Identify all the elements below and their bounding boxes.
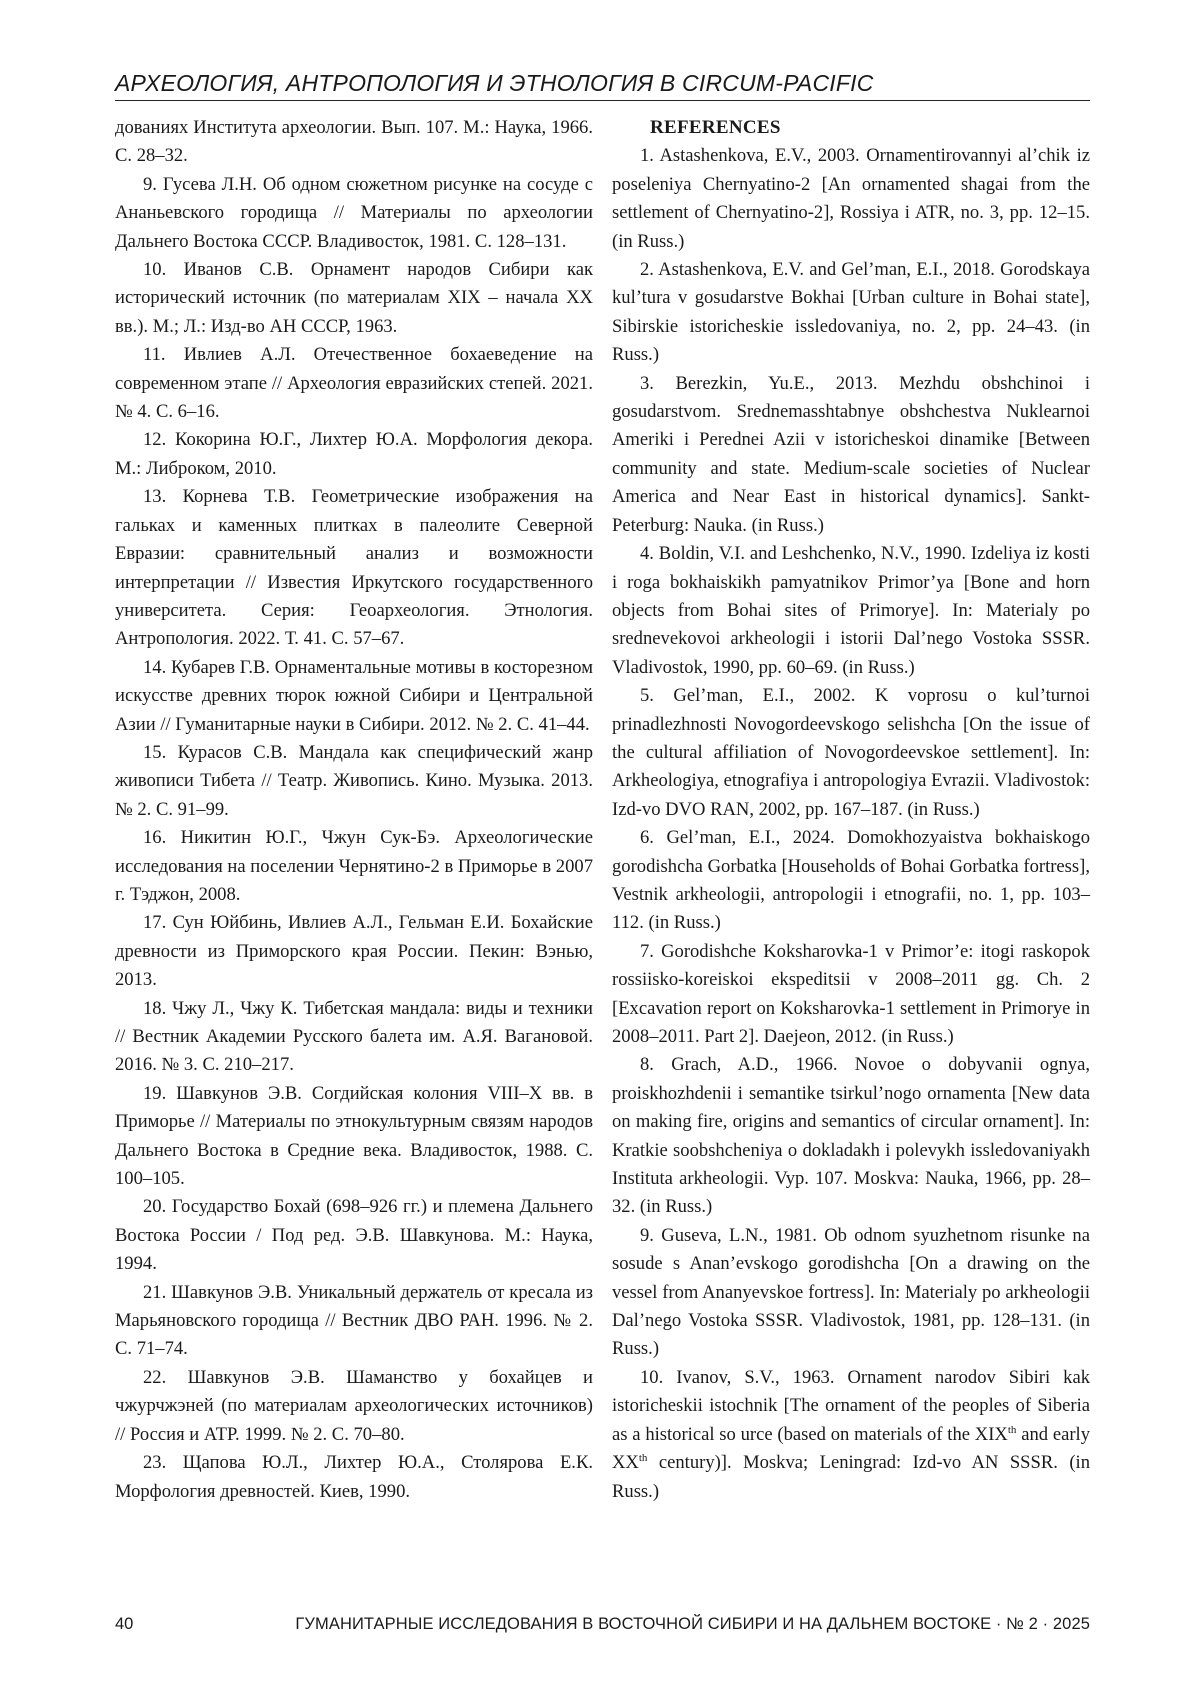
reference-item: 14. Кубарев Г.В. Орнаментальные мотивы в косторезном искусстве древних тюрок южной Сибири и Центральной Азии // Гуманитарные науки в Сибири. 2012. № 2. С. 41–44. (115, 656, 593, 735)
reference-item: 1. Astashenkova, E.V., 2003. Ornamentirovannyi al’chik iz poseleniya Chernyatino-2 [An ornamented shagai from the settlement of Chernyatino-2], Rossiya i ATR, no. 3, pp. 12–15. (in Russ.) (612, 145, 1090, 252)
running-title: АРХЕОЛОГИЯ, АНТРОПОЛОГИЯ И ЭТНОЛОГИЯ В CIRCUM-PACIFIC (115, 70, 1090, 101)
reference-item: 10. Иванов С.В. Орнамент народов Сибири как исторический источник (по материалам XIX – начала XX вв.). М.; Л.: Изд-во АН СССР, 1963. (115, 259, 593, 337)
reference-item: 4. Boldin, V.I. and Leshchenko, N.V., 1990. Izdeliya iz kosti i roga bokhaiskikh pamyatnikov Primor’ya [Bone and horn objects from Bohai sites of Primorye]. In: Materialy po srednevekovoi arkheologii i istorii Dal’nego Vostoka SSSR. Vladivostok, 1990, pp. 60–69. (in Russ.) (612, 543, 1090, 678)
reference-item: 6. Gel’man, E.I., 2024. Domokhozyaistva bokhaiskogo gorodishcha Gorbatka [Households of Bohai Gorbatka fortress], Vestnik arkheologii, antropologii i etnografii, no. 1, pp. 103–112. (in Russ.) (612, 827, 1090, 934)
reference-item: 17. Сун Юйбинь, Ивлиев А.Л., Гельман Е.И. Бохайские древности из Приморского края России. Пекин: Вэнью, 2013. (115, 912, 593, 991)
superscript: th (1007, 1423, 1017, 1436)
journal-title: ГУМАНИТАРНЫЕ ИССЛЕДОВАНИЯ В ВОСТОЧНОЙ СИБИРИ И НА ДАЛЬНЕМ ВОСТОКЕ · № 2 · 2025 (295, 1615, 1090, 1633)
left-column (115, 114, 593, 1506)
page-footer (115, 1615, 1090, 1634)
reference-text: and early XX (612, 1423, 1090, 1474)
reference-item: 12. Кокорина Ю.Г., Лихтер Ю.А. Морфология декора. М.: Либроком, 2010. (115, 429, 593, 479)
reference-text: 10. Ivanov, S.V., 1963. Ornament narodov Sibiri kak istoricheskii istochnik [The ornament of the peoples of Siberia as a historical so urce (based on materials of the XIX (612, 1366, 1090, 1445)
reference-item: 15. Курасов С.В. Мандала как специфический жанр живописи Тибета // Театр. Живопись. Кино. Музыка. 2013. № 2. С. 91–99. (115, 741, 593, 820)
reference-continuation: дованиях Института археологии. Вып. 107. М.: Наука, 1966. С. 28–32. (115, 117, 593, 167)
reference-item: 11. Ивлиев А.Л. Отечественное бохаеведение на современном этапе // Археология евразийских степей. 2021. № 4. С. 6–16. (115, 344, 593, 423)
reference-item: 16. Никитин Ю.Г., Чжун Сук-Бэ. Археологические исследования на поселении Чернятино-2 в Приморье в 2007 г. Тэджон, 2008. (115, 827, 593, 905)
reference-item: 20. Государство Бохай (698–926 гг.) и племена Дальнего Востока России / Под ред. Э.В. Шавкунова. М.: Наука, 1994. (115, 1196, 593, 1275)
reference-item: 23. Щапова Ю.Л., Лихтер Ю.А., Столярова Е.К. Морфология древностей. Киев, 1990. (115, 1452, 593, 1502)
reference-item: 18. Чжу Л., Чжу К. Тибетская мандала: виды и техники // Вестник Академии Русского балета им. А.Я. Вагановой. 2016. № 3. С. 210–217. (115, 997, 593, 1076)
reference-item-10 (612, 1364, 1090, 1506)
reference-item: 9. Гусева Л.Н. Об одном сюжетном рисунке на сосуде с Ананьевского городища // Материалы по археологии Дальнего Востока СССР. Владивосток, 1981. С. 128–131. (115, 173, 593, 252)
reference-item: 2. Astashenkova, E.V. and Gel’man, E.I., 2018. Gorodskaya kul’tura v gosudarstve Bokhai [Urban culture in Bohai state], Sibirskie istoricheskie issledovaniya, no. 2, pp. 24–43. (in Russ.) (612, 259, 1090, 366)
reference-item: 13. Корнева Т.В. Геометрические изображения на гальках и каменных плитках в палеолите Северной Евразии: сравнительный анализ и возможности интерпретации // Известия Иркутского государственного университета. Серия: Геоархеология. Этнология. Антропология. 2022. Т. 41. С. 57–67. (115, 486, 593, 650)
reference-item: 19. Шавкунов Э.В. Согдийская колония VIII–X вв. в Приморье // Материалы по этнокультурным связям народов Дальнего Востока в Средние века. Владивосток, 1988. С. 100–105. (115, 1082, 593, 1190)
right-column (612, 114, 1090, 1506)
reference-item: 7. Gorodishche Koksharovka-1 v Primor’e: itogi raskopok rossiisko-koreiskoi ekspeditsii v 2008–2011 gg. Ch. 2 [Excavation report on Koksharovka-1 settlement in Primorye in 2008–2011. Part 2]. Daejeon, 2012. (in Russ.) (612, 940, 1090, 1047)
reference-item: 8. Grach, A.D., 1966. Novoe o dobyvanii ognya, proiskhozhdenii i semantike tsirkul’nogo ornamenta [New data on making fire, origins and semantics of circular ornament]. In: Kratkie soobshcheniya o dokladakh i polevykh issledovaniyakh Instituta arkheologii. Vyp. 107. Moskva: Nauka, 1966, pp. 28–32. (in Russ.) (612, 1054, 1090, 1218)
reference-item: 21. Шавкунов Э.В. Уникальный держатель от кресала из Марьяновского городища // Вестник ДВО РАН. 1996. № 2. С. 71–74. (115, 1281, 593, 1360)
reference-item: 3. Berezkin, Yu.E., 2013. Mezhdu obshchinoi i gosudarstvom. Srednemasshtabnye obshchestva Nuklearnoi Ameriki i Perednei Azii v istoricheskoi dinamike [Between community and state. Medium-scale societies of Nuclear America and Near East in historical dynamics]. Sankt-Peterburg: Nauka. (in Russ.) (612, 372, 1090, 536)
superscript: th (638, 1451, 648, 1464)
page-number: 40 (115, 1615, 134, 1633)
reference-item: 22. Шавкунов Э.В. Шаманство у бохайцев и чжурчжэней (по материалам археологических источников) // Россия и АТР. 1999. № 2. С. 70–80. (115, 1366, 593, 1445)
reference-text: century)]. Moskva; Leningrad: Izd-vo AN SSSR. (in Russ.) (612, 1452, 1090, 1502)
references-heading: REFERENCES (650, 117, 781, 138)
reference-item: 9. Guseva, L.N., 1981. Ob odnom syuzhetnom risunke na sosude s Anan’evskogo gorodishcha [On a drawing on the vessel from Ananyevskoe fortress]. In: Materialy po arkheologii Dal’nego Vostoka SSSR. Vladivostok, 1981, pp. 128–131. (in Russ.) (612, 1224, 1090, 1360)
reference-item: 5. Gel’man, E.I., 2002. K voprosu o kul’turnoi prinadlezhnosti Novogordeevskogo selishcha [On the issue of the cultural affiliation of Novogordeevskoe settlement]. In: Arkheologiya, etnografiya i antropologiya Evrazii. Vladivostok: Izd-vo DVO RAN, 2002, pp. 167–187. (in Russ.) (612, 685, 1090, 820)
